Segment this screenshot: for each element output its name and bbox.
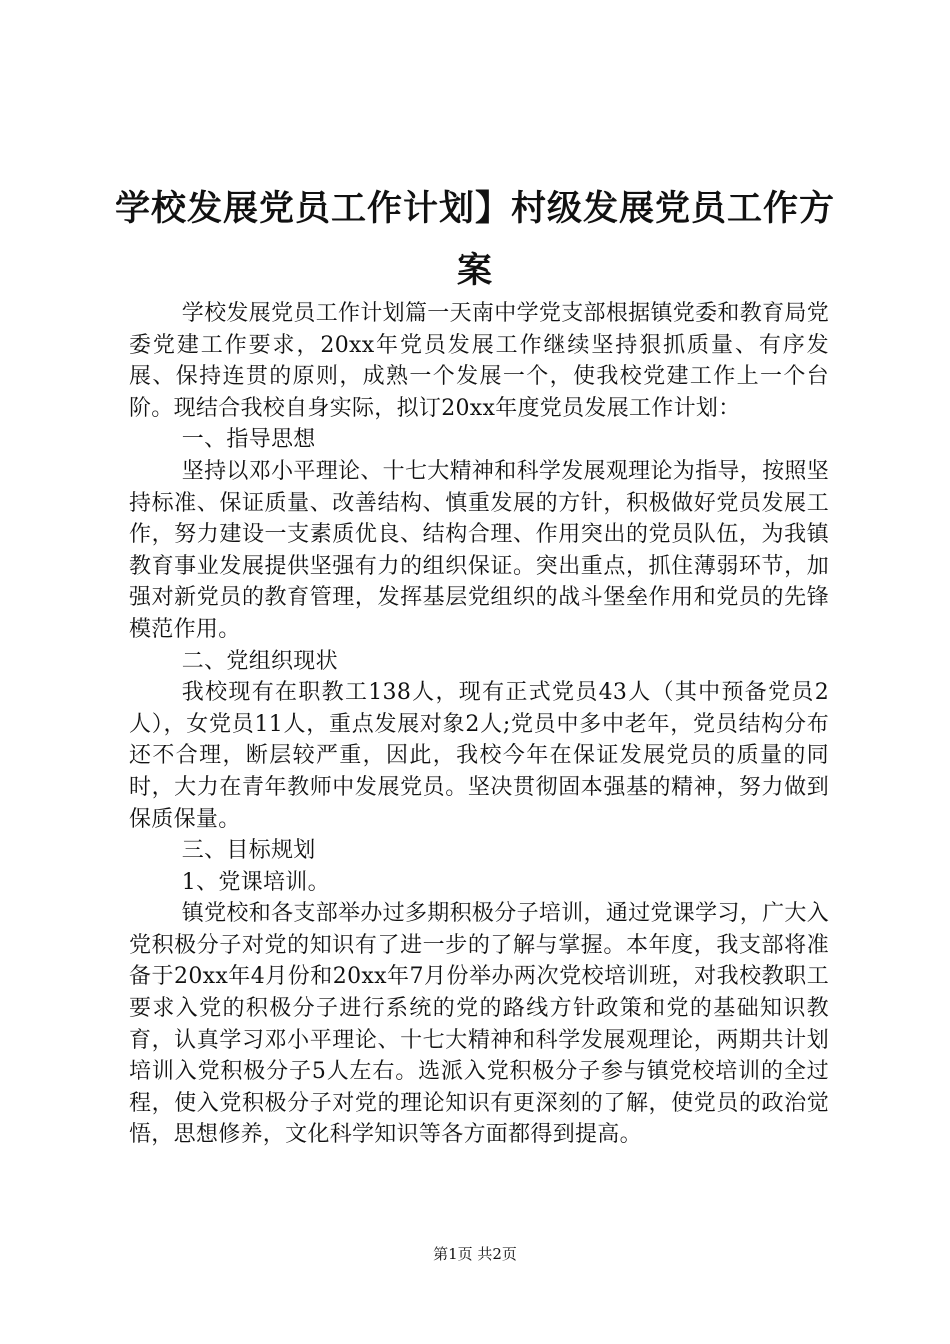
document-title: 学校发展党员工作计划】村级发展党员工作方案 xyxy=(114,188,835,291)
paragraph-party-status: 我校现有在职教工138人，现有正式党员43人（其中预备党员2人），女党员11人，重点发展对象2人;党员中多中老年，党员结构分布还不合理，断层较严重，因此，我校今年在保证发展党员的质量的同时，大力在青年教师中发展党员。坚决贯彻固本强基的精神，努力做到保质保量。 xyxy=(129,680,829,832)
heading-goal-planning: 三、目标规划 xyxy=(181,838,316,864)
paragraph-guiding-thought: 坚持以邓小平理论、十七大精神和科学发展观理论为指导，按照坚持标准、保证质量、改善结构、慎重发展的方针，积极做好党员发展工作，努力建设一支素质优良、结构合理、作用突出的党员队伍，为我镇教育事业发展提供坚强有力的组织保证。突出重点，抓住薄弱环节，加强对新党员的教育管理，发挥基层党组织的战斗堡垒作用和党员的先锋模范作用。 xyxy=(129,458,829,642)
heading-party-status: 二、党组织现状 xyxy=(181,648,338,674)
page-footer: 第1页 共2页 xyxy=(433,1245,517,1263)
paragraph-party-training: 镇党校和各支部举办过多期积极分子培训，通过党课学习，广大入党积极分子对党的知识有了进一步的了解与掌握。本年度，我支部将准备于20xx年4月份和20xx年7月份举办两次党校培训班，对我校教职工要求入党的积极分子进行系统的党的路线方针政策和党的基础知识教育，认真学习邓小平理论、十七大精神和科学发展观理论，两期共计划培训入党积极分子5人左右。选派入党积极分子参与镇党校培训的全过程，使入党积极分子对党的理论知识有更深刻的了解，使党员的政治觉悟，思想修养，文化科学知识等各方面都得到提高。 xyxy=(129,901,829,1148)
paragraph-intro: 学校发展党员工作计划篇一天南中学党支部根据镇党委和教育局党委党建工作要求，20xx年党员发展工作继续坚持狠抓质量、有序发展、保持连贯的原则，成熟一个发展一个，使我校党建工作上一个台阶。现结合我校自身实际，拟订20xx年度党员发展工作计划： xyxy=(129,301,829,421)
document-body xyxy=(129,298,829,1151)
heading-guiding-thought: 一、指导思想 xyxy=(181,427,316,453)
subheading-party-training: 1、党课培训。 xyxy=(181,869,330,895)
